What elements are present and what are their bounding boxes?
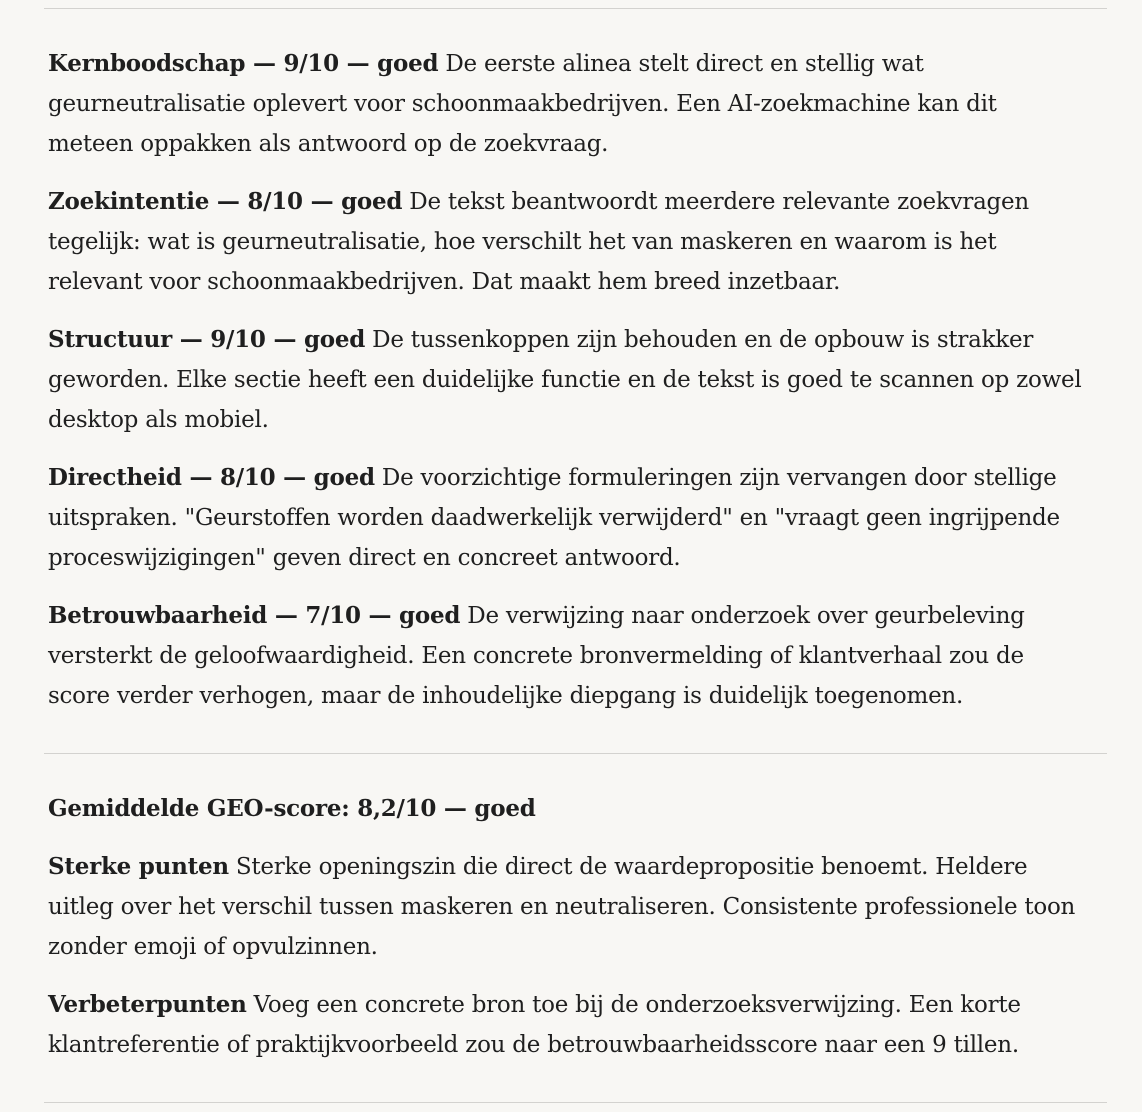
score-item-kernboodschap: [48, 44, 1088, 164]
strengths-text: Sterke openingszin die direct de waardepropositie benoemt. Heldere uitleg over het verschil tussen maskeren en neutraliseren. Consistente professionele toon zonder emoji of opvulzinnen.: [48, 854, 1076, 960]
middle-divider: [44, 753, 1107, 754]
score-text: De tussenkoppen zijn behouden en de opbouw is strakker geworden. Elke sectie heeft een duidelijke functie en de tekst is goed te scannen op zowel desktop als mobiel.: [48, 327, 1082, 433]
score-text: De voorzichtige formuleringen zijn vervangen door stellige uitspraken. "Geurstoffen worden daadwerkelijk verwijderd" en "vraagt geen ingrijpende proceswijzigingen" geven direct en concreet antwoord.: [48, 465, 1060, 571]
improvements-text: Voeg een concrete bron toe bij de onderzoeksverwijzing. Een korte klantreferentie of praktijkvoorbeeld zou de betrouwbaarheidsscore naar een 9 tillen.: [48, 992, 1021, 1058]
top-divider: [44, 8, 1107, 9]
score-breakdown: [48, 44, 1088, 734]
improvements-label: Verbeterpunten: [48, 991, 247, 1018]
score-label: Kernboodschap — 9/10 — goed: [48, 50, 439, 77]
score-label: Betrouwbaarheid — 7/10 — goed: [48, 602, 461, 629]
score-item-zoekintentie: [48, 182, 1088, 302]
score-label: Directheid — 8/10 — goed: [48, 464, 375, 491]
average-score-heading: Gemiddelde GEO-score: 8,2/10 — goed: [48, 795, 536, 822]
score-item-directheid: [48, 458, 1088, 578]
score-label: Zoekintentie — 8/10 — goed: [48, 188, 403, 215]
score-label: Structuur — 9/10 — goed: [48, 326, 366, 353]
improvements-paragraph: [48, 985, 1088, 1065]
score-summary: [48, 789, 1088, 1083]
score-item-betrouwbaarheid: [48, 596, 1088, 716]
score-text: De eerste alinea stelt direct en stellig wat geurneutralisatie oplevert voor schoonmaakbedrijven. Een AI-zoekmachine kan dit meteen oppakken als antwoord op de zoekvraag.: [48, 51, 997, 157]
score-item-structuur: [48, 320, 1088, 440]
score-text: De verwijzing naar onderzoek over geurbeleving versterkt de geloofwaardigheid. Een concrete bronvermelding of klantverhaal zou de score verder verhogen, maar de inhoudelijke diepgang is duidelijk toegenomen.: [48, 603, 1025, 709]
bottom-divider: [44, 1102, 1107, 1103]
strengths-paragraph: [48, 847, 1088, 967]
strengths-label: Sterke punten: [48, 853, 229, 880]
score-text: De tekst beantwoordt meerdere relevante zoekvragen tegelijk: wat is geurneutralisatie, hoe verschilt het van maskeren en waarom is het relevant voor schoonmaakbedrijven. Dat maakt hem breed inzetbaar.: [48, 189, 1029, 295]
